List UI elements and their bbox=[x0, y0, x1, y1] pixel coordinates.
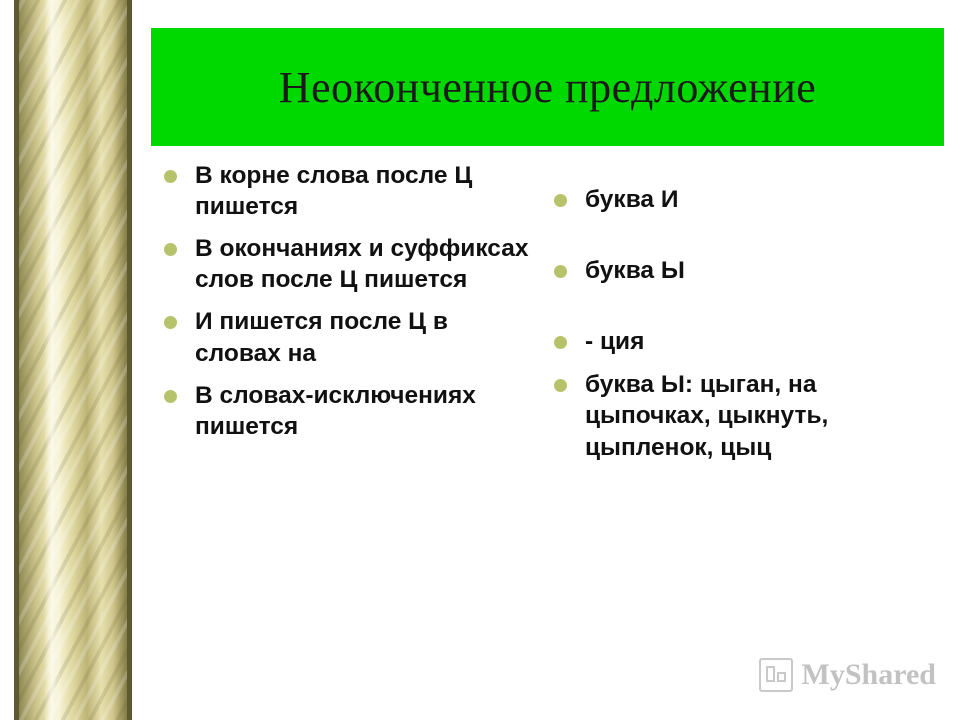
list-item bbox=[550, 369, 920, 462]
watermark-label: MyShared bbox=[801, 658, 936, 691]
page-title: Неоконченное предложение bbox=[278, 62, 817, 112]
bullet-dot-icon bbox=[554, 336, 567, 349]
left-bullet-column bbox=[160, 160, 530, 650]
list-item-label: В словах-исключениях пишется bbox=[195, 381, 476, 440]
left-decorative-band bbox=[0, 0, 150, 720]
list-item bbox=[550, 326, 920, 357]
list-item bbox=[160, 380, 530, 442]
list-item bbox=[550, 255, 920, 286]
list-item-label: В корне слова после Ц пишется bbox=[195, 162, 473, 221]
list-item-label: - ция bbox=[585, 328, 645, 356]
gold-column-graphic bbox=[14, 0, 132, 720]
watermark bbox=[759, 658, 936, 692]
list-item-label: В окончаниях и суффиксах слов после Ц пишется bbox=[195, 235, 529, 294]
list-item bbox=[160, 306, 530, 368]
bullet-dot-icon bbox=[164, 170, 177, 183]
gold-column-stripes bbox=[14, 0, 132, 720]
gold-column-highlight bbox=[44, 0, 60, 720]
list-item-label: буква И bbox=[585, 186, 679, 213]
gold-column-left-edge bbox=[14, 0, 19, 720]
slide-body bbox=[160, 160, 950, 650]
bullet-dot-icon bbox=[554, 379, 567, 392]
list-item bbox=[550, 184, 920, 215]
list-item-label: буква Ы: цыган, на цыпочках, цыкнуть, цыпленок, цыц bbox=[585, 371, 829, 461]
bullet-dot-icon bbox=[164, 390, 177, 403]
myshared-logo-icon bbox=[759, 658, 793, 692]
left-bullet-list bbox=[160, 160, 530, 442]
gold-column-right-edge bbox=[127, 0, 132, 720]
list-item-label: буква Ы bbox=[585, 257, 685, 285]
bullet-dot-icon bbox=[554, 265, 567, 278]
right-bullet-column bbox=[550, 160, 920, 650]
list-item bbox=[160, 233, 530, 295]
list-item-label: И пишется после Ц в словах на bbox=[195, 308, 448, 367]
bullet-dot-icon bbox=[554, 194, 567, 207]
title-banner bbox=[151, 28, 944, 146]
list-item bbox=[160, 160, 530, 222]
bullet-dot-icon bbox=[164, 243, 177, 256]
right-bullet-list bbox=[550, 184, 920, 463]
bullet-dot-icon bbox=[164, 316, 177, 329]
